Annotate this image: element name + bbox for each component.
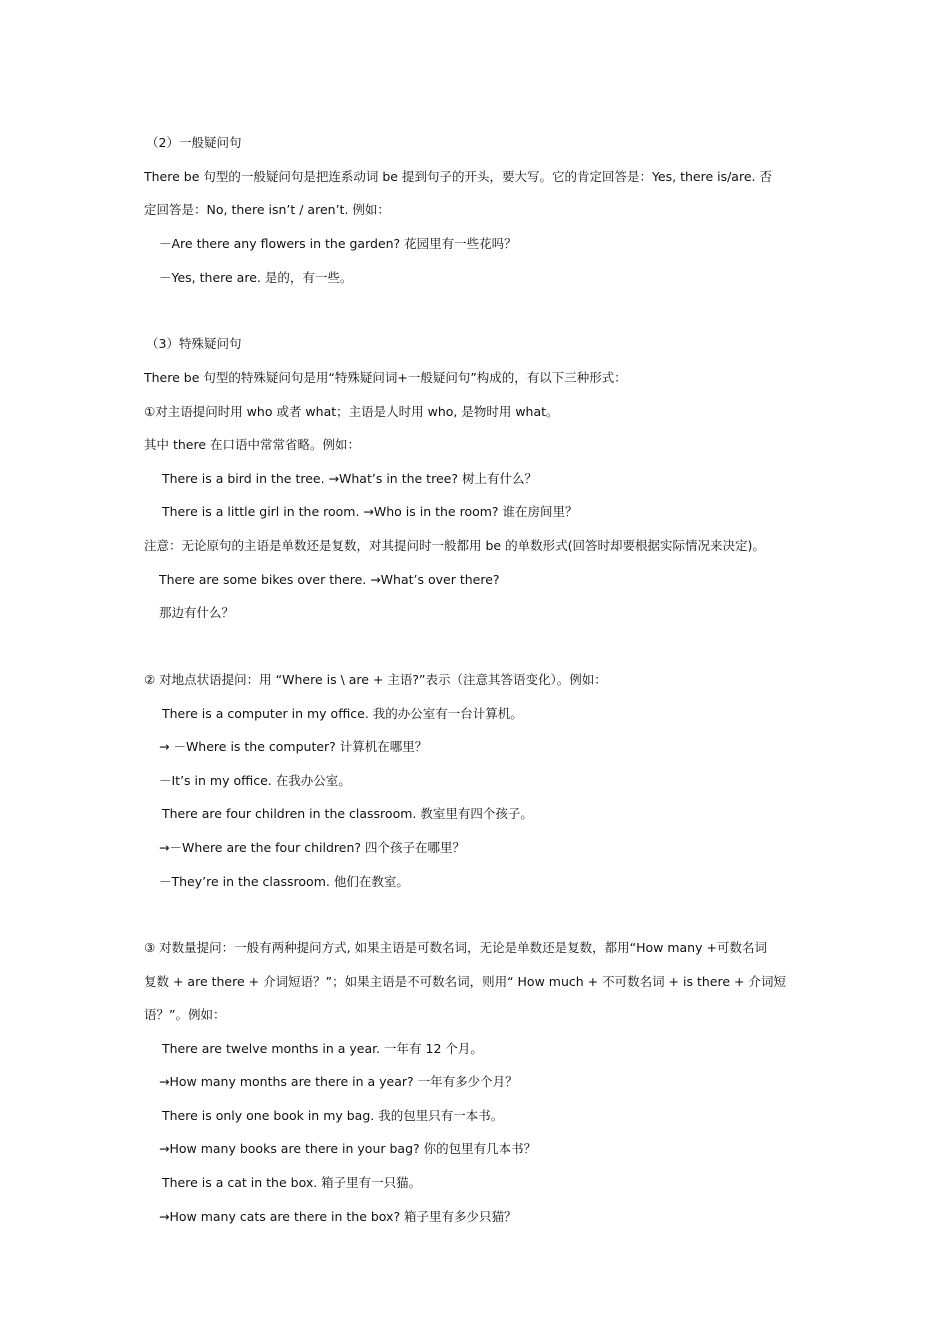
rule-line: 复数 + are there + 介词短语？”；如果主语是不可数名词，则用“ How much + 不可数名词 + is there + 介词短 [144, 974, 786, 989]
example-line: There are twelve months in a year. 一年有 12 个月。 [162, 1041, 483, 1056]
example-line: －It’s in my office. 在我办公室。 [159, 773, 351, 788]
example-line: There are some bikes over there. →What’s over there? [159, 572, 500, 587]
example-line: There is a bird in the tree. →What’s in the tree? 树上有什么？ [162, 471, 537, 486]
rule-line: ③ 对数量提问：一般有两种提问方式, 如果主语是可数名词，无论是单数还是复数，都用“How many +可数名词 [144, 940, 767, 955]
example-line: →－Where are the four children? 四个孩子在哪里？ [159, 840, 465, 855]
rule-line: ② 对地点状语提问：用 “Where is \ are + 主语?”表示（注意其答语变化）。例如： [144, 672, 607, 687]
example-line: →How many cats are there in the box? 箱子里有多少只猫？ [159, 1209, 517, 1224]
example-line: →How many books are there in your bag? 你的包里有几本书？ [159, 1141, 537, 1156]
note-line: 注意：无论原句的主语是单数还是复数，对其提问时一般都用 be 的单数形式(回答时却要根据实际情况来决定)。 [144, 538, 765, 553]
example-line: There is a cat in the box. 箱子里有一只猫。 [162, 1175, 422, 1190]
example-line: There are four children in the classroom. 教室里有四个孩子。 [162, 806, 533, 821]
section-heading-special-question: （3）特殊疑问句 [146, 336, 242, 351]
example-line: →How many months are there in a year? 一年有多少个月？ [159, 1074, 518, 1089]
paragraph-line: 其中 there 在口语中常常省略。例如： [144, 437, 361, 452]
example-line: －Yes, there are. 是的，有一些。 [159, 270, 353, 285]
example-line: －Are there any flowers in the garden? 花园里有一些花吗？ [159, 236, 517, 251]
example-line: There is a computer in my office. 我的办公室有一台计算机。 [162, 706, 523, 721]
rule-line: 语？”。例如： [144, 1007, 226, 1022]
example-line: There is a little girl in the room. →Who is in the room? 谁在房间里？ [162, 504, 578, 519]
paragraph-line: 定回答是：No, there isn’t / aren’t. 例如： [144, 202, 390, 217]
paragraph-line: There be 句型的一般疑问句是把连系动词 be 提到句子的开头，要大写。它的肯定回答是：Yes, there is/are. 否 [144, 169, 772, 184]
example-line: 那边有什么？ [159, 605, 235, 620]
section-heading-general-question: （2）一般疑问句 [146, 135, 242, 150]
paragraph-line: There be 句型的特殊疑问句是用“特殊疑问词+一般疑问句”构成的，有以下三种形式： [144, 370, 627, 385]
rule-line: ①对主语提问时用 who 或者 what；主语是人时用 who, 是物时用 what。 [144, 404, 559, 419]
example-line: → －Where is the computer? 计算机在哪里？ [159, 739, 428, 754]
example-line: There is only one book in my bag. 我的包里只有一本书。 [162, 1108, 504, 1123]
example-line: －They’re in the classroom. 他们在教室。 [159, 874, 409, 889]
